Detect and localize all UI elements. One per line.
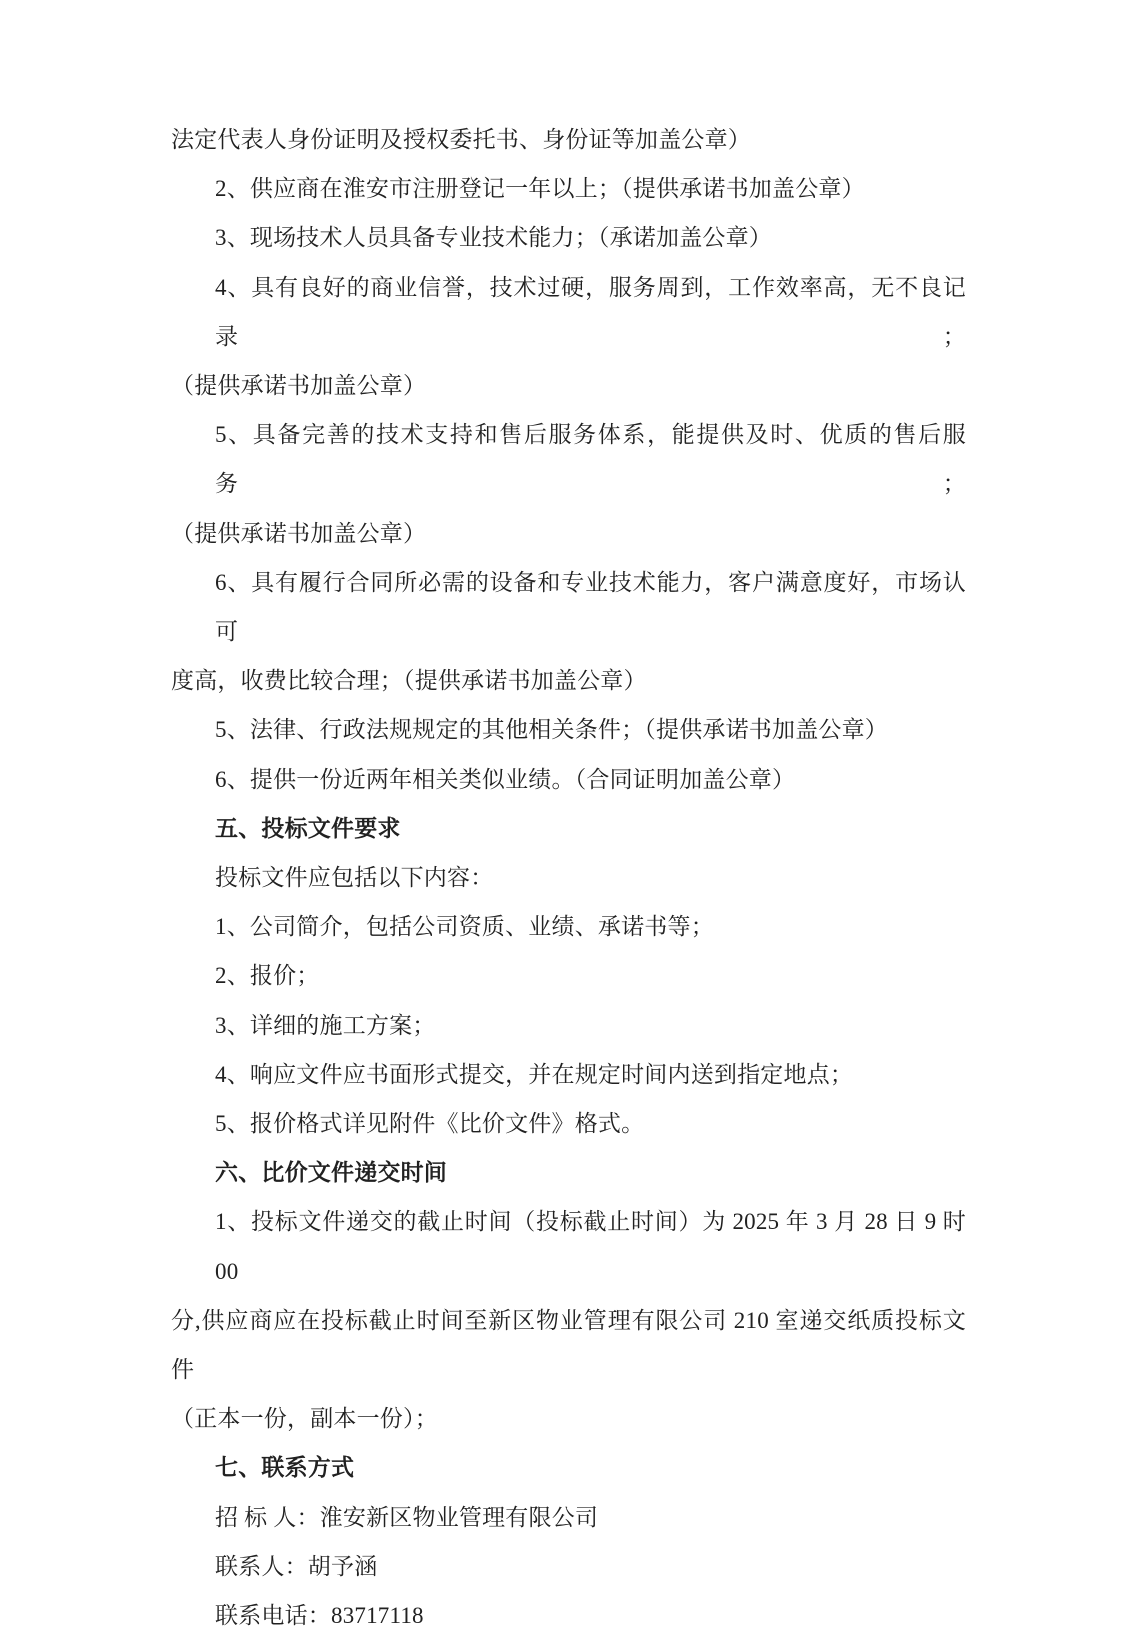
text-line: 4、响应文件应书面形式提交，并在规定时间内送到指定地点； xyxy=(215,1061,854,1087)
text-line: 3、详细的施工方案； xyxy=(215,1012,436,1038)
document-body xyxy=(171,115,972,1640)
text-line: （提供承诺书加盖公章） xyxy=(171,520,427,546)
text-line: 6、具有履行合同所必需的设备和专业技术能力，客户满意度好，市场认可 xyxy=(215,569,966,645)
text-line: 5、报价格式详见附件《比价文件》格式。 xyxy=(215,1111,645,1137)
text-line: 2、报价； xyxy=(215,963,320,989)
text-line: 5、法律、行政法规规定的其他相关条件；（提供承诺书加盖公章） xyxy=(215,717,888,743)
section-heading: 七、联系方式 xyxy=(215,1455,355,1481)
text-line: 联系电话：83717118 xyxy=(215,1603,424,1629)
section-heading: 六、比价文件递交时间 xyxy=(215,1160,447,1186)
text-line: 4、具有良好的商业信誉，技术过硬，服务周到，工作效率高，无不良记录； xyxy=(215,274,966,349)
text-line: （提供承诺书加盖公章） xyxy=(171,373,427,399)
text-line: 分,供应商应在投标截止时间至新区物业管理有限公司 210 室递交纸质投标文件 xyxy=(171,1307,966,1383)
text-line: 5、具备完善的技术支持和售后服务体系，能提供及时、优质的售后服务； xyxy=(215,422,966,497)
text-line: 3、现场技术人员具备专业技术能力；（承诺加盖公章） xyxy=(215,225,772,251)
text-line: 1、公司简介，包括公司资质、业绩、承诺书等； xyxy=(215,914,714,940)
text-line: 2、供应商在淮安市注册登记一年以上；（提供承诺书加盖公章） xyxy=(215,176,865,202)
text-line: 投标文件应包括以下内容： xyxy=(215,865,494,891)
text-line: 联系人：胡予涵 xyxy=(215,1553,378,1579)
section-heading: 五、投标文件要求 xyxy=(215,815,401,841)
text-line: 6、提供一份近两年相关类似业绩。（合同证明加盖公章） xyxy=(215,766,796,792)
text-line: 度高，收费比较合理；（提供承诺书加盖公章） xyxy=(171,668,647,694)
text-line: 法定代表人身份证明及授权委托书、身份证等加盖公章） xyxy=(171,127,751,152)
text-line: （正本一份，副本一份）； xyxy=(171,1406,438,1432)
text-line: 1、投标文件递交的截止时间（投标截止时间）为 2025 年 3 月 28 日 9 时 00 xyxy=(215,1209,972,1284)
text-line: 招 标 人：淮安新区物业管理有限公司 xyxy=(215,1504,599,1530)
